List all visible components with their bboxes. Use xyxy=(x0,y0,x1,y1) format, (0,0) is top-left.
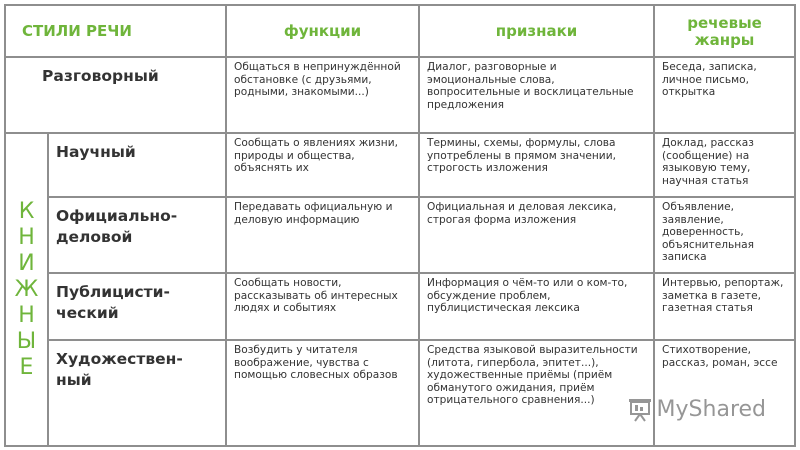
header-row xyxy=(5,5,795,57)
watermark-text: MyShared xyxy=(656,396,766,422)
table-row xyxy=(5,273,795,340)
style-name-official: Официально-деловой xyxy=(48,197,226,273)
header-genres: речевые жанры xyxy=(654,5,795,57)
genres-publicistic: Интервью, репортаж, заметка в газете, газетная статья xyxy=(654,273,795,340)
function-scientific: Сообщать о явлениях жизни, природы и общества, объяснять их xyxy=(226,133,419,197)
style-name-colloquial: Разговорный xyxy=(5,57,226,133)
genres-artistic: Стихотворение, рассказ, роман, эссе xyxy=(654,340,795,446)
header-features: признаки xyxy=(419,5,654,57)
function-artistic: Возбудить у читателя воображение, чувства с помощью словесных образов xyxy=(226,340,419,446)
genres-scientific: Доклад, рассказ (сообщение) на языковую тему, научная статья xyxy=(654,133,795,197)
function-publicistic: Сообщать новости, рассказывать об интересных людях и событиях xyxy=(226,273,419,340)
header-functions: функции xyxy=(226,5,419,57)
features-scientific: Термины, схемы, формулы, слова употреблены в прямом значении, строгость изложения xyxy=(419,133,654,197)
genres-colloquial: Беседа, записка, личное письмо, открытка xyxy=(654,57,795,133)
style-name-publicistic: Публицисти-ческий xyxy=(48,273,226,340)
table-row xyxy=(5,133,795,197)
watermark xyxy=(627,396,766,422)
speech-styles-table xyxy=(4,4,796,447)
header-styles: СТИЛИ РЕЧИ xyxy=(5,5,226,57)
table-row xyxy=(5,340,795,446)
style-name-artistic: Художествен-ный xyxy=(48,340,226,446)
table-row xyxy=(5,197,795,273)
bookish-vertical-text: К Н И Ж Н Ы Е xyxy=(14,198,39,380)
features-artistic: Средства языковой выразительности (литота, гипербола, эпитет...), художественные приёмы (приём обманутого ожидания, приём отрицательного сравнения...) xyxy=(419,340,654,446)
features-official: Официальная и деловая лексика, строгая форма изложения xyxy=(419,197,654,273)
style-name-scientific: Научный xyxy=(48,133,226,197)
presentation-board-icon xyxy=(627,396,653,422)
features-publicistic: Информация о чём-то или о ком-то, обсуждение проблем, публицистическая лексика xyxy=(419,273,654,340)
function-colloquial: Общаться в непринуждённой обстановке (с друзьями, родными, знакомыми...) xyxy=(226,57,419,133)
table-row-colloquial xyxy=(5,57,795,133)
function-official: Передавать официальную и деловую информацию xyxy=(226,197,419,273)
bookish-group-label xyxy=(5,133,48,446)
genres-official: Объявление, заявление, доверенность, объяснительная записка xyxy=(654,197,795,273)
features-colloquial: Диалог, разговорные и эмоциональные слова, вопросительные и восклицательные предложения xyxy=(419,57,654,133)
